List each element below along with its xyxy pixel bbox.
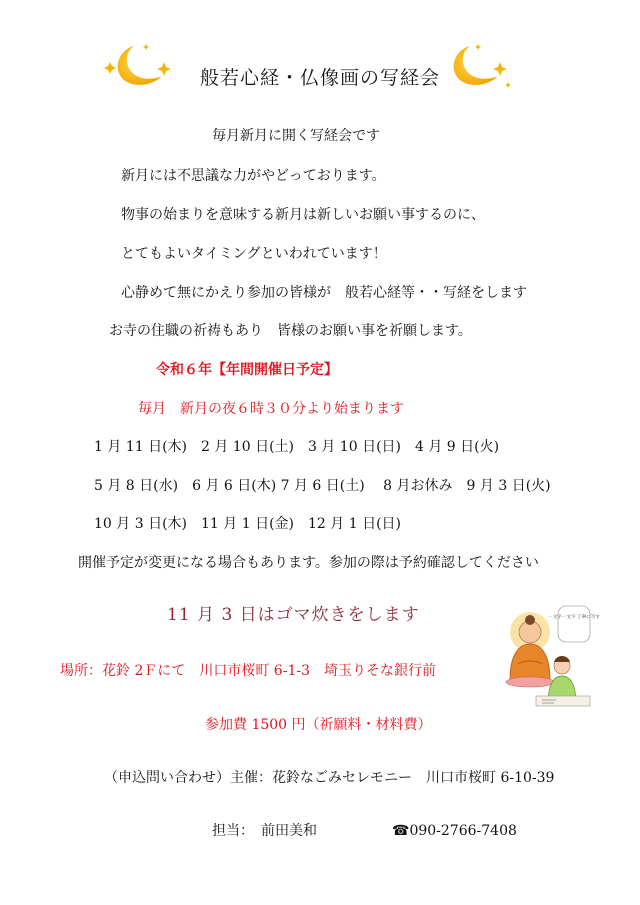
intro-line-6: お寺の住職の祈祷もあり 皆様のお願い事を祈願します。 — [109, 323, 472, 339]
organizer: （申込問い合わせ）主催：花鈴なごみセレモニー 川口市桜町 6-10-39 — [104, 770, 555, 786]
intro-line-5: 心静めて無にかえり参加の皆様が 般若心経等・・写経をします — [121, 285, 527, 301]
participation-fee: 参加費 1500 円（祈願料・材料費） — [205, 717, 432, 733]
intro-line-2: 新月には不思議な力がやどっております。 — [121, 168, 386, 184]
intro-line-3: 物事の始まりを意味する新月は新しいお願い事するのに、 — [121, 207, 485, 223]
schedule-heading: 令和６年【年間開催日予定】 — [156, 362, 338, 378]
contact-person: 担当： 前田美和 — [212, 823, 317, 839]
phone-number: ☎090-2766-7408 — [392, 823, 517, 839]
schedule-notice: 開催予定が変更になる場合もあります。参加の際は予約確認してください — [78, 555, 539, 571]
buddha-sutra-illustration — [496, 604, 600, 712]
intro-line-4: とてもよいタイミングといわれています！ — [121, 246, 387, 262]
illustration-caption: 一文字一文字 丁寧に写す — [548, 615, 600, 620]
venue: 場所：花鈴 2Ｆにて 川口市桜町 6-1-3 埼玉りそな銀行前 — [60, 663, 436, 679]
intro-line-1: 毎月新月に開く写経会です — [212, 128, 380, 144]
schedule-time: 毎月 新月の夜６時３０分より始まります — [138, 401, 404, 417]
schedule-dates-row-3: 10 月 3 日(木) 11 月 1 日(金) 12 月 1 日(日) — [94, 516, 401, 532]
page-title: 般若心経・仏像画の写経会 — [199, 67, 440, 89]
goma-announcement: 11 月 3 日はゴマ炊きをします — [167, 605, 420, 625]
schedule-dates-row-2: 5 月 8 日(水) 6 月 6 日(木) 7 月 6 日(土) 8 月お休み 9 月 3 日(火) — [94, 478, 551, 494]
schedule-dates-row-1: 1 月 11 日(木) 2 月 10 日(土) 3 月 10 日(日) 4 月 9 日(火) — [94, 439, 500, 455]
